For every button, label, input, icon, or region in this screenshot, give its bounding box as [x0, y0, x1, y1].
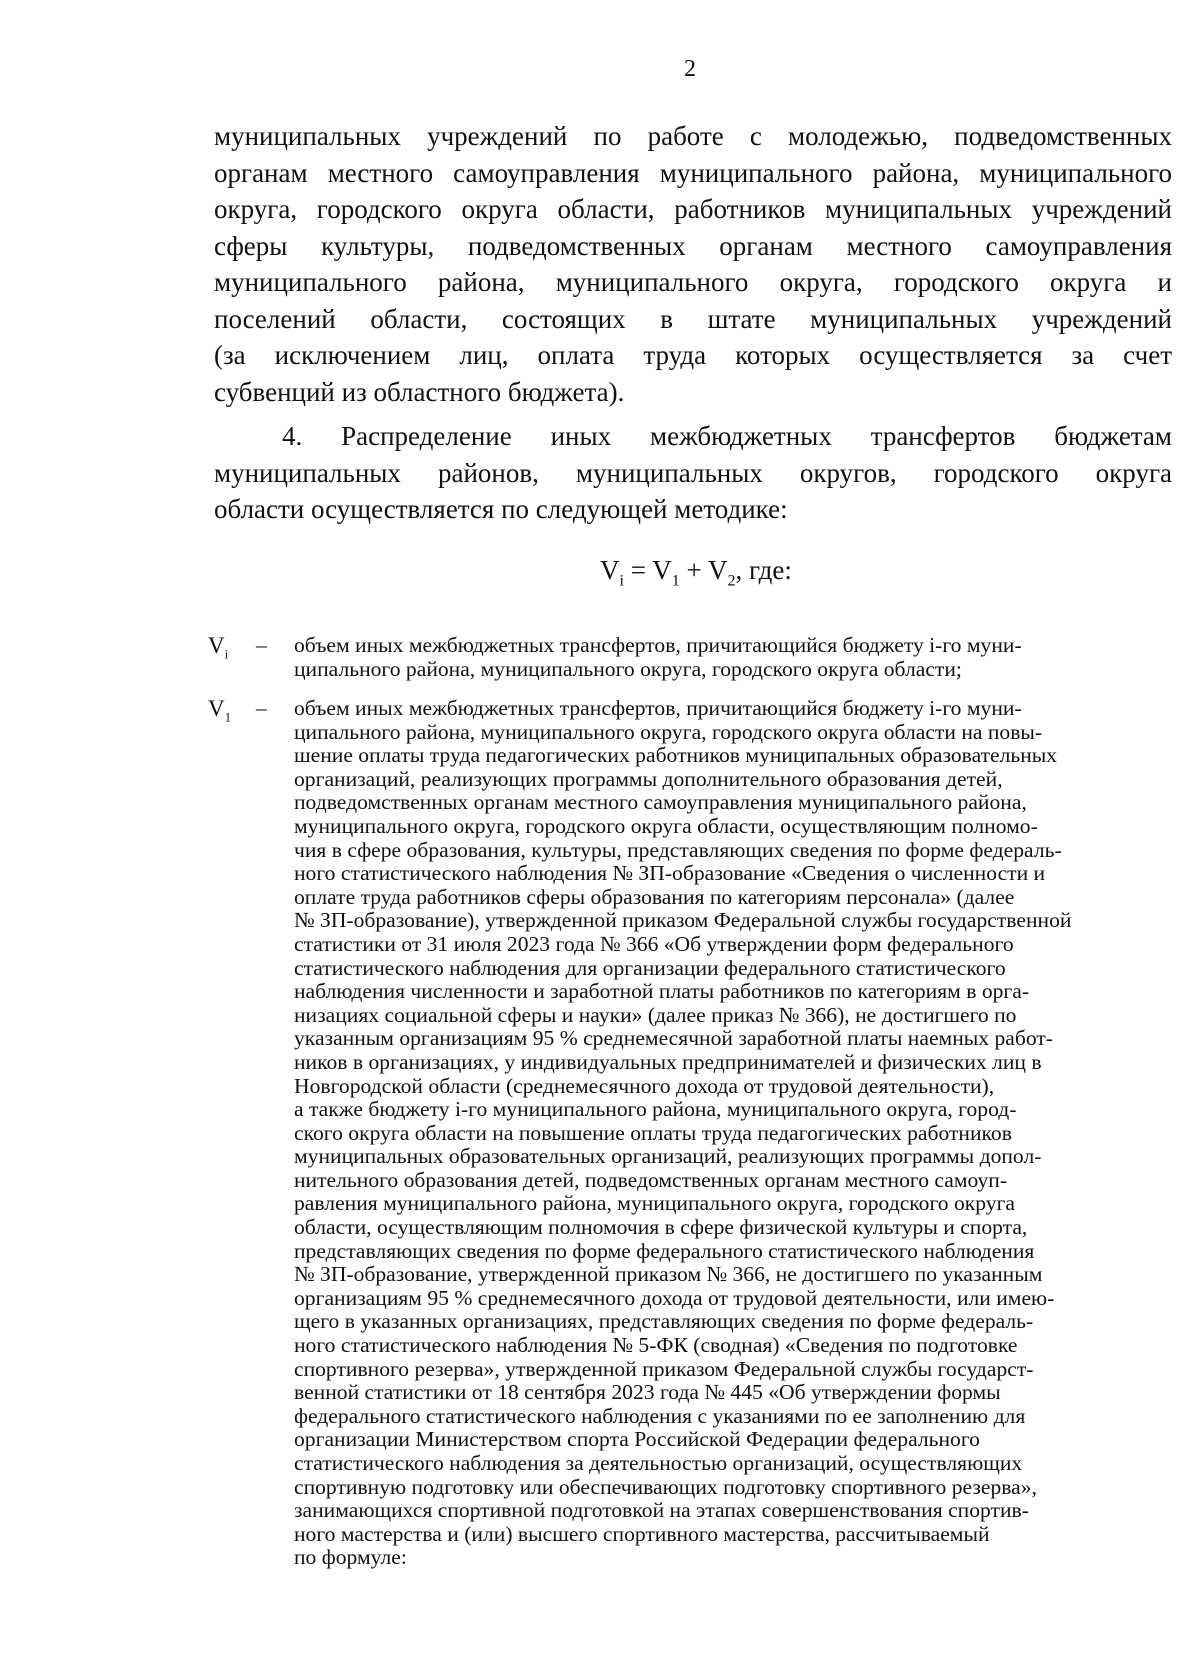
intro-line: органам местного самоуправления муниципального района, муниципального — [214, 157, 1172, 188]
definition-line: спортивного резерва», утвержденной приказом Федеральной службы государст- — [294, 1356, 1034, 1381]
definition-line: ников в организациях, у индивидуальных предпринимателей и физических лиц в — [294, 1049, 1042, 1074]
definition-text — [294, 634, 1164, 681]
definition-symbol: $V_1$ — [208, 696, 232, 725]
definition-line: указанным организациям 95 % среднемесячной заработной платы наемных работ- — [294, 1026, 1053, 1051]
formula-tail: , где: — [735, 555, 792, 585]
definition-line: статистического наблюдения за деятельностью организаций, осуществляющих — [294, 1451, 1023, 1475]
definition-line: ципального района, муниципального округа, городского округа области на повы- — [294, 719, 1043, 744]
definition-line: спортивную подготовку или обеспечивающих подготовку спортивного резерва», — [294, 1474, 1037, 1499]
definition-line: нительного образования детей, подведомственных органам местного самоуп- — [294, 1167, 1008, 1192]
definition-line: организаций, реализующих программы дополнительного образования детей, — [294, 766, 1003, 791]
definition-dash: – — [256, 633, 267, 657]
page-number: 2 — [684, 56, 696, 82]
definition-line: наблюдения численности и заработной платы работников по категориям в орга- — [294, 979, 1030, 1004]
paragraph-4 — [214, 418, 1172, 528]
formula — [600, 555, 792, 590]
definition-line: Новгородской области (среднемесячного дохода от трудовой деятельности), — [294, 1073, 995, 1098]
formula-v1: V — [652, 555, 672, 585]
formula-sub-1: 1 — [671, 572, 680, 590]
definition-line: чия в сфере образования, культуры, представляющих сведения по форме федераль- — [294, 837, 1062, 862]
definition-line: ного статистического наблюдения № 5-ФК (сводная) «Сведения по подготовке — [294, 1333, 1018, 1358]
definition-line: области, осуществляющим полномочия в сфере физической культуры и спорта, — [294, 1215, 1028, 1240]
formula-sub-i: i — [619, 572, 624, 590]
formula-v: V — [600, 555, 620, 585]
paragraph-4-line: муниципальных районов, муниципальных округов, городского округа — [214, 457, 1172, 488]
formula-sub-2: 2 — [727, 572, 736, 590]
definition-line: ципального района, муниципального округа, городского округа области; — [294, 656, 962, 681]
paragraph-4-line: 4. Распределение иных межбюджетных трансфертов бюджетам — [282, 421, 1172, 451]
intro-line: субвенций из областного бюджета). — [214, 376, 625, 407]
definition-dash: – — [256, 696, 267, 720]
intro-line: поселений области, состоящих в штате муниципальных учреждений — [214, 303, 1172, 334]
definition-line: представляющих сведения по форме федерального статистического наблюдения — [294, 1238, 1035, 1263]
definition-line: по формуле: — [294, 1545, 407, 1570]
intro-line: (за исключением лиц, оплата труда которых осуществляется за счет — [214, 340, 1172, 370]
definition-line: ного статистического наблюдения № ЗП-образование «Сведения о численности и — [294, 861, 1046, 886]
definition-line: объем иных межбюджетных трансфертов, причитающийся бюджету i-го муни- — [294, 696, 1022, 720]
formula-v2: V — [707, 555, 728, 585]
definition-line: статистического наблюдения для организации федерального статистического — [294, 955, 1006, 980]
definition-line: № ЗП-образование), утвержденной приказом Федеральной службы государственной — [294, 908, 1072, 933]
definition-line: объем иных межбюджетных трансфертов, причитающийся бюджету i-го муни- — [294, 633, 1022, 657]
definition-line: щего в указанных организациях, представляющих сведения по форме федераль- — [294, 1309, 1034, 1334]
definition-line: организации Министерством спорта Российской Федерации федерального — [294, 1427, 980, 1452]
definition-line: занимающихся спортивной подготовкой на этапах совершенствования спортив- — [294, 1498, 1029, 1523]
intro-line: муниципального района, муниципального округа, городского округа и — [214, 267, 1172, 297]
definition-line: федерального статистического наблюдения с указаниями по ее заполнению для — [294, 1403, 1026, 1428]
definition-line: равления муниципального района, муниципального округа, городского округа — [294, 1191, 1016, 1216]
intro-line: округа, городского округа области, работников муниципальных учреждений — [214, 194, 1172, 224]
intro-line: сферы культуры, подведомственных органам местного самоуправления — [214, 230, 1172, 261]
definition-line: муниципального округа, городского округа области, осуществляющим полномо- — [294, 813, 1038, 838]
paragraph-4-line: области осуществляется по следующей методике: — [214, 494, 788, 524]
intro-line: муниципальных учреждений по работе с молодежью, подведомственных — [214, 121, 1172, 151]
definition-line: № ЗП-образование, утвержденной приказом № 366, не достигшего по указанным — [294, 1262, 1043, 1287]
definition-line: оплате труда работников сферы образования по категориям персонала» (далее — [294, 884, 1015, 909]
definition-line: шение оплаты труда педагогических работников муниципальных образовательных — [294, 743, 1058, 768]
definition-line: венной статистики от 18 сентября 2023 года № 445 «Об утверждении формы — [294, 1380, 1001, 1405]
definition-line: низациях социальной сферы и науки» (далее приказ № 366), не достигшего по — [294, 1002, 1017, 1027]
formula-plus: + — [679, 555, 708, 585]
definition-line: ского округа области на повышение оплаты труда педагогических работников — [294, 1120, 1012, 1145]
definition-line: муниципальных образовательных организаций, реализующих программы допол- — [294, 1144, 1042, 1169]
definition-line: ного мастерства и (или) высшего спортивного мастерства, рассчитываемый — [294, 1521, 990, 1546]
definition-line: а также бюджету i-го муниципального района, муниципального округа, город- — [294, 1097, 1017, 1122]
intro-paragraph — [214, 118, 1172, 410]
definition-line: подведомственных органам местного самоуправления муниципального района, — [294, 790, 1027, 815]
formula-eq: = — [623, 555, 653, 585]
definition-text — [294, 697, 1164, 1570]
definition-line: статистики от 31 июля 2023 года № 366 «Об утверждении форм федерального — [294, 931, 1014, 956]
definition-symbol: $V_i$ — [208, 633, 229, 662]
definition-line: организациям 95 % среднемесячного дохода от трудовой деятельности, или имею- — [294, 1285, 1055, 1310]
